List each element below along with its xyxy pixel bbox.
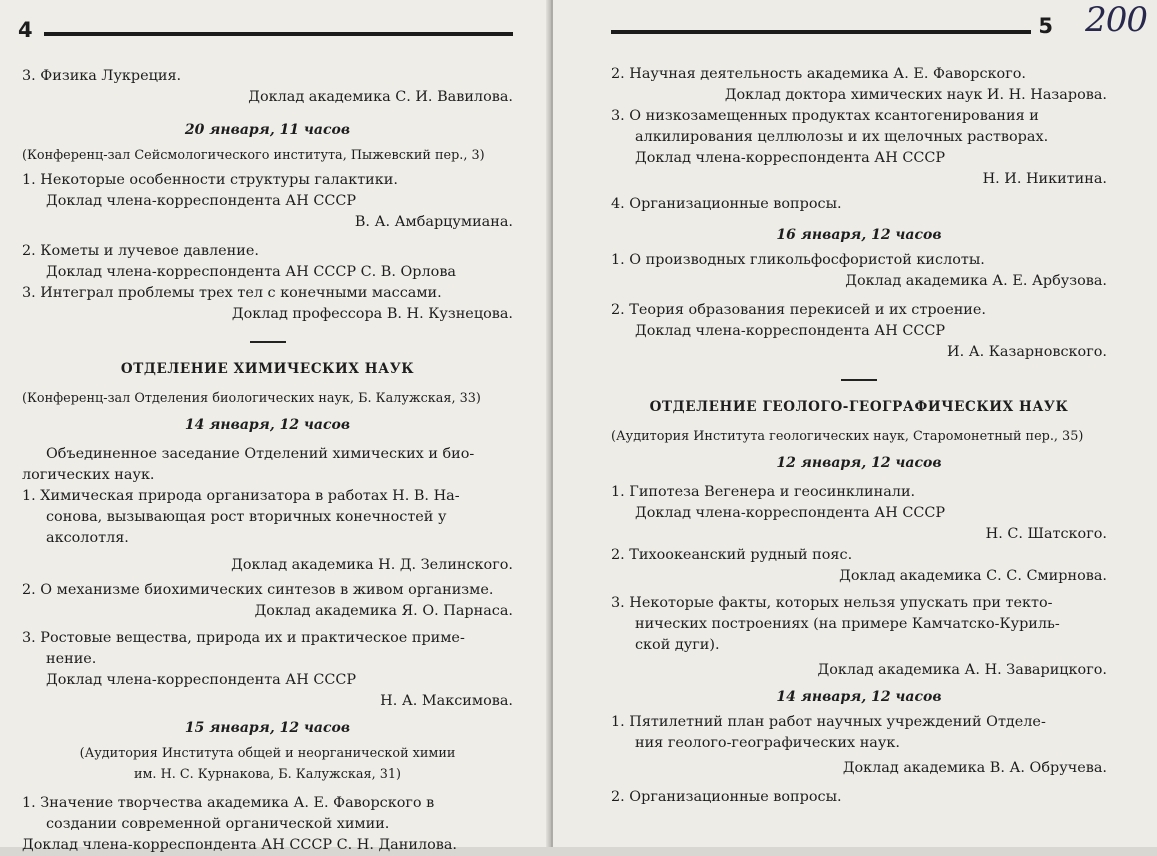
report-line: Доклад члена-корреспондента АН СССР С. Н. Данилова.: [22, 837, 458, 853]
program-item: аксолотля.: [46, 530, 129, 546]
program-item: 2. Кометы и лучевое давление.: [22, 243, 259, 259]
report-line: Доклад члена-корреспондента АН СССР: [46, 672, 357, 688]
program-item: 1. Химическая природа организатора в работах Н. В. На-: [22, 488, 460, 504]
section-divider: [250, 341, 286, 343]
report-line: Н. А. Максимова.: [380, 693, 513, 709]
program-item: алкилирования целлюлозы и их щелочных растворах.: [635, 129, 1049, 145]
session-venue: (Конференц-зал Отделения биологических наук, Б. Калужская, 33): [22, 391, 481, 406]
right-page-number: 5: [1038, 14, 1053, 38]
session-note: Объединенное заседание Отделений химических и био-: [46, 446, 475, 462]
report-line: И. А. Казарновского.: [947, 344, 1107, 360]
session-note: логических наук.: [22, 467, 155, 483]
report-line: Доклад члена-корреспондента АН СССР: [635, 150, 946, 166]
report-line: Доклад члена-корреспондента АН СССР: [635, 323, 946, 339]
program-item: 1. Пятилетний план работ научных учреждений Отделе-: [611, 714, 1046, 730]
report-line: Доклад академика А. Н. Заварицкого.: [817, 662, 1107, 678]
program-item: 3. Интеграл проблемы трех тел с конечными массами.: [22, 285, 442, 301]
right-page-header: [611, 0, 1147, 44]
program-item: 2. Организационные вопросы.: [611, 789, 842, 805]
program-item: 1. Гипотеза Вегенера и геосинклинали.: [611, 484, 916, 500]
session-date: 16 января, 12 часов: [776, 227, 942, 243]
section-heading: ОТДЕЛЕНИЕ ГЕОЛОГО-ГЕОГРАФИЧЕСКИХ НАУК: [649, 399, 1069, 415]
program-item: ния геолого-географических наук.: [635, 735, 900, 751]
session-date: 14 января, 12 часов: [184, 417, 351, 433]
left-page: [0, 0, 551, 853]
report-line: Доклад академика Н. Д. Зелинского.: [231, 557, 513, 573]
session-date: 15 января, 12 часов: [184, 720, 351, 736]
report-line: Доклад доктора химических наук И. Н. Назарова.: [724, 87, 1107, 103]
report-line: В. А. Амбарцумиана.: [354, 214, 513, 230]
program-item: 3. О низкозамещенных продуктах ксантогенирования и: [611, 108, 1039, 124]
program-item: нение.: [46, 651, 97, 667]
left-page-header: [18, 18, 513, 46]
session-venue: (Аудитория Института геологических наук, Старомонетный пер., 35): [611, 429, 1084, 444]
program-item: 1. О производных гликольфосфористой кислоты.: [611, 252, 985, 268]
program-item: 1. Значение творчества академика А. Е. Фаворского в: [22, 795, 435, 811]
report-line: Доклад академика А. Е. Арбузова.: [845, 273, 1107, 289]
session-venue: (Аудитория Института общей и неорганической химии: [79, 746, 456, 761]
program-item: 2. Теория образования перекисей и их строение.: [611, 302, 986, 318]
session-date: 12 января, 12 часов: [776, 455, 942, 471]
program-item: нических построениях (на примере Камчатско-Куриль-: [635, 616, 1060, 632]
left-page-number: 4: [18, 18, 33, 42]
report-line: Доклад академика В. А. Обручева.: [842, 760, 1107, 776]
session-venue: (Конференц-зал Сейсмологического института, Пыжевский пер., 3): [22, 148, 485, 163]
report-line: Доклад академика С. С. Смирнова.: [839, 568, 1107, 584]
section-heading: ОТДЕЛЕНИЕ ХИМИЧЕСКИХ НАУК: [120, 361, 415, 377]
program-item: ской дуги).: [635, 637, 720, 653]
archive-number: 200: [1085, 0, 1147, 40]
header-rule: [611, 30, 1031, 34]
program-item: 1. Некоторые особенности структуры галактики.: [22, 172, 398, 188]
left-page-content: [22, 66, 513, 856]
session-date: 20 января, 11 часов: [184, 122, 351, 138]
program-item: 2. Научная деятельность академика А. Е. Фаворского.: [611, 66, 1026, 82]
program-item: 3. Ростовые вещества, природа их и практическое приме-: [22, 630, 465, 646]
program-item: 2. О механизме биохимических синтезов в живом организме.: [22, 582, 494, 598]
program-item: 3. Некоторые факты, которых нельзя упускать при текто-: [611, 595, 1053, 611]
report-line: Доклад профессора В. Н. Кузнецова.: [231, 306, 513, 322]
report-line: Н. И. Никитина.: [982, 171, 1107, 187]
program-item: 2. Тихоокеанский рудный пояс.: [611, 547, 853, 563]
program-item: создании современной органической химии.: [46, 816, 390, 832]
right-page-content: [611, 64, 1107, 808]
header-rule: [44, 32, 513, 36]
session-venue: им. Н. С. Курнакова, Б. Калужская, 31): [133, 767, 402, 782]
right-page: [553, 0, 1157, 847]
report-line: Н. С. Шатского.: [985, 526, 1107, 542]
program-item: 4. Организационные вопросы.: [611, 196, 842, 212]
report-line: Доклад члена-корреспондента АН СССР С. В. Орлова: [46, 264, 456, 280]
report-line: Доклад академика С. И. Вавилова.: [248, 89, 513, 105]
program-item: 3. Физика Лукреция.: [22, 68, 182, 84]
session-date: 14 января, 12 часов: [776, 689, 942, 705]
report-line: Доклад члена-корреспондента АН СССР: [46, 193, 357, 209]
program-item: сонова, вызывающая рост вторичных конечностей у: [46, 509, 447, 525]
report-line: Доклад члена-корреспондента АН СССР: [635, 505, 946, 521]
section-divider: [841, 379, 877, 381]
report-line: Доклад академика Я. О. Парнаса.: [254, 603, 513, 619]
